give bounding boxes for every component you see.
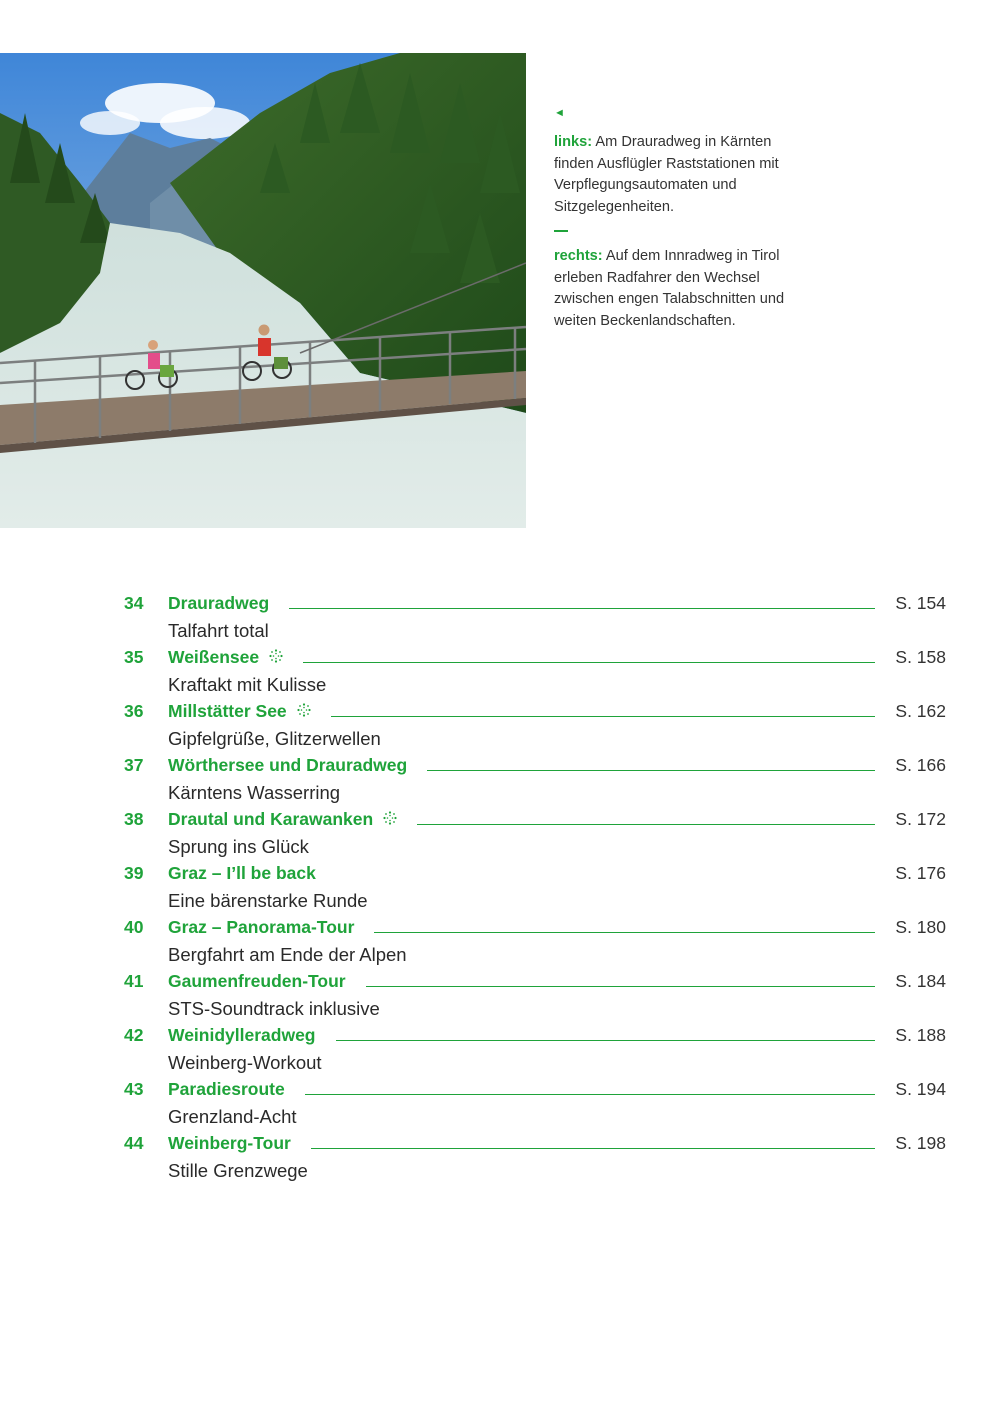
toc-title-wrap[interactable]: [168, 809, 397, 830]
toc-leader-line: [374, 932, 875, 933]
toc-page-number[interactable]: S. 180: [895, 917, 946, 937]
toc-number: 35: [124, 647, 144, 667]
toc-title-wrap[interactable]: [168, 971, 346, 992]
toc-entry-heading: [124, 1130, 946, 1157]
toc-page-number[interactable]: S. 172: [895, 809, 946, 829]
toc-leader-line: [336, 1040, 876, 1041]
toc-title-wrap[interactable]: [168, 755, 407, 776]
toc-title[interactable]: Graz – I’ll be back: [168, 863, 316, 883]
toc-entry-heading: [124, 1076, 946, 1103]
toc-entry[interactable]: [124, 1022, 946, 1076]
toc-leader-line: [331, 716, 876, 717]
caption-left: [554, 132, 794, 219]
table-of-contents: [124, 590, 946, 1184]
caption-divider: [554, 230, 568, 232]
toc-subtitle: Bergfahrt am Ende der Alpen: [168, 944, 407, 965]
toc-subtitle: Gipfelgrüße, Glitzerwellen: [168, 728, 381, 749]
toc-leader-line: [336, 878, 876, 879]
toc-number: 41: [124, 971, 144, 991]
toc-number: 39: [124, 863, 144, 883]
toc-page-number[interactable]: S. 162: [895, 701, 946, 721]
toc-page-number[interactable]: S. 184: [895, 971, 946, 991]
toc-page-number[interactable]: S. 154: [895, 593, 946, 613]
toc-subtitle: Kraftakt mit Kulisse: [168, 674, 327, 695]
toc-entry-heading: [124, 590, 946, 617]
toc-subtitle: STS-Soundtrack inklusive: [168, 998, 380, 1019]
toc-subtitle: Grenzland-Acht: [168, 1106, 297, 1127]
toc-title-wrap[interactable]: [168, 917, 354, 938]
toc-title[interactable]: Weinidylleradweg: [168, 1025, 316, 1045]
toc-subtitle: Stille Grenzwege: [168, 1160, 308, 1181]
toc-leader-line: [289, 608, 875, 609]
toc-entry-heading: [124, 698, 946, 725]
toc-leader-line: [427, 770, 875, 771]
caption-right: [554, 246, 794, 333]
toc-title-wrap[interactable]: [168, 1025, 316, 1046]
toc-page-number[interactable]: S. 188: [895, 1025, 946, 1045]
toc-entry[interactable]: [124, 806, 946, 860]
caption-right-lead: rechts:: [554, 247, 603, 264]
toc-title[interactable]: Drautal und Karawanken: [168, 809, 374, 829]
toc-page-number[interactable]: S. 194: [895, 1079, 946, 1099]
toc-number: 38: [124, 809, 144, 829]
toc-entry-heading: [124, 860, 946, 887]
toc-title[interactable]: Millstätter See: [168, 701, 287, 721]
toc-title[interactable]: Paradiesroute: [168, 1079, 285, 1099]
photo-caption: [554, 104, 794, 333]
caption-left-text: Am Drauradweg in Kärnten finden Ausflügler Raststationen mit Verpflegungsautomaten und Sitzgelegenheiten.: [554, 134, 779, 216]
snowflake-icon: [297, 701, 311, 722]
snowflake-icon: [269, 647, 283, 668]
toc-subtitle: Kärntens Wasserring: [168, 782, 341, 803]
toc-leader-line: [366, 986, 876, 987]
toc-leader-line: [303, 662, 875, 663]
toc-title-wrap[interactable]: [168, 593, 269, 614]
toc-number: 34: [124, 593, 144, 613]
toc-title[interactable]: Drauradweg: [168, 593, 270, 613]
toc-entry[interactable]: [124, 752, 946, 806]
toc-title[interactable]: Gaumenfreuden-Tour: [168, 971, 346, 991]
left-arrow-icon: ◄: [554, 107, 565, 119]
toc-entry[interactable]: [124, 644, 946, 698]
toc-entry-heading: [124, 914, 946, 941]
toc-entry[interactable]: [124, 968, 946, 1022]
toc-number: 37: [124, 755, 144, 775]
toc-number: 42: [124, 1025, 144, 1045]
photo-cyclists-bridge: [0, 53, 526, 528]
toc-entry[interactable]: [124, 860, 946, 914]
toc-entry[interactable]: [124, 914, 946, 968]
toc-entry-heading: [124, 644, 946, 671]
toc-title[interactable]: Wörthersee und Drauradweg: [168, 755, 408, 775]
snowflake-icon: [383, 809, 397, 830]
toc-page-number[interactable]: S. 198: [895, 1133, 946, 1153]
toc-title[interactable]: Weißensee: [168, 647, 260, 667]
toc-entry-heading: [124, 968, 946, 995]
caption-left-lead: links:: [554, 134, 593, 150]
toc-entry[interactable]: [124, 1130, 946, 1184]
toc-title-wrap[interactable]: [168, 1079, 285, 1100]
toc-title[interactable]: Graz – Panorama-Tour: [168, 917, 355, 937]
toc-subtitle: Sprung ins Glück: [168, 836, 309, 857]
toc-subtitle: Weinberg-Workout: [168, 1052, 322, 1073]
toc-title[interactable]: Weinberg-Tour: [168, 1133, 291, 1153]
toc-leader-line: [305, 1094, 876, 1095]
caption-right-text: Auf dem Innradweg in Tirol erleben Radfahrer den Wechsel zwischen engen Talabschnitten und weiten Beckenlandschaften.: [554, 247, 785, 329]
toc-entry-heading: [124, 806, 946, 833]
toc-title-wrap[interactable]: [168, 1133, 291, 1154]
toc-title-wrap[interactable]: [168, 647, 283, 668]
toc-number: 36: [124, 701, 144, 721]
toc-page-number[interactable]: S. 176: [895, 863, 946, 883]
toc-number: 40: [124, 917, 144, 937]
toc-page-number[interactable]: S. 166: [895, 755, 946, 775]
toc-leader-line: [417, 824, 875, 825]
toc-entry[interactable]: [124, 590, 946, 644]
toc-leader-line: [311, 1148, 876, 1149]
toc-entry[interactable]: [124, 1076, 946, 1130]
toc-title-wrap[interactable]: [168, 863, 316, 884]
toc-number: 44: [124, 1133, 144, 1153]
toc-entry-heading: [124, 1022, 946, 1049]
toc-page-number[interactable]: S. 158: [895, 647, 946, 667]
toc-entry-heading: [124, 752, 946, 779]
toc-title-wrap[interactable]: [168, 701, 311, 722]
toc-subtitle: Eine bärenstarke Runde: [168, 890, 368, 911]
toc-number: 43: [124, 1079, 144, 1099]
toc-subtitle: Talfahrt total: [168, 620, 269, 641]
toc-entry[interactable]: [124, 698, 946, 752]
